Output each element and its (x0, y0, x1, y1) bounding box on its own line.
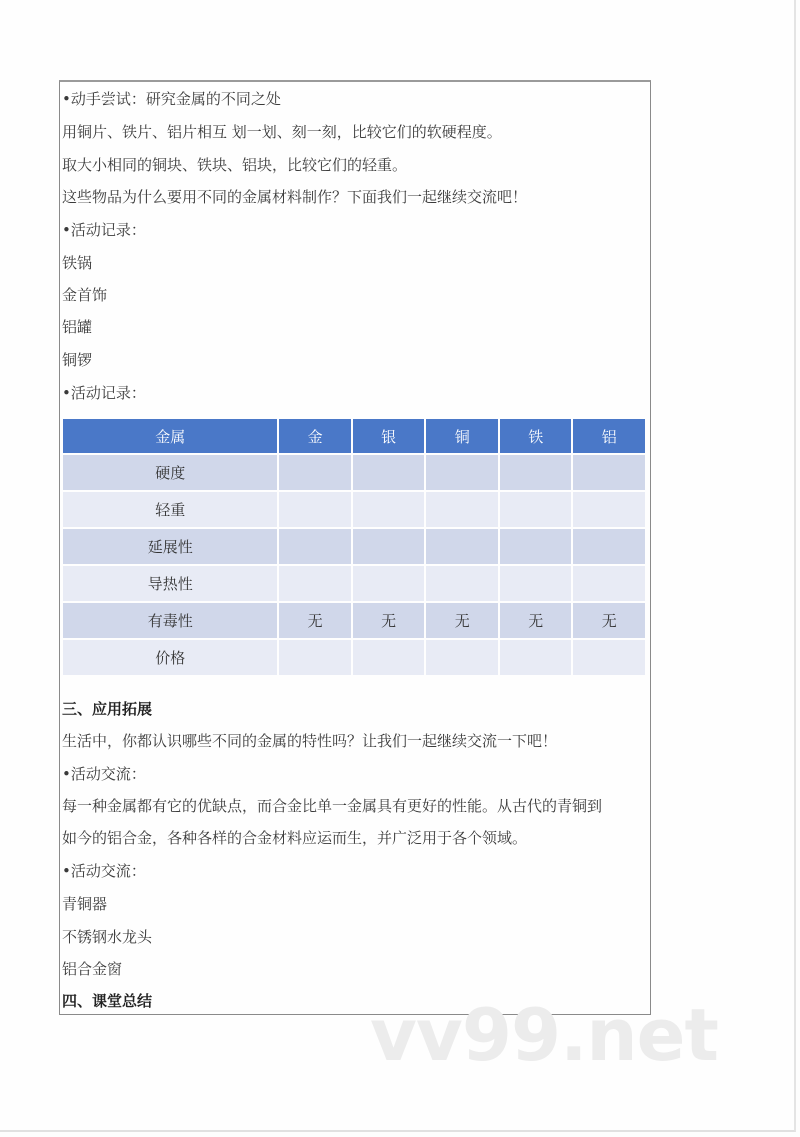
property-cell: 硬度 (63, 455, 277, 490)
try-line-2: 取大小相同的铜块、铁块、铝块，比较它们的轻重。 (62, 156, 408, 174)
section-heading-summary: 四、课堂总结 (62, 992, 153, 1010)
value-cell (573, 640, 645, 675)
record-item: 金首饰 (62, 286, 108, 304)
try-line-1: 用铜片、铁片、铝片相互 划一划、刻一刻，比较它们的软硬程度。 (62, 123, 502, 141)
activity-record-heading-2: •活动记录： (62, 384, 146, 402)
record-item: 铝罐 (62, 318, 93, 336)
value-cell (279, 640, 351, 675)
value-cell (279, 492, 351, 527)
exchange-heading: •活动交流： (62, 765, 146, 783)
try-line-3: 这些物品为什么要用不同的金属材料制作？下面我们一起继续交流吧！ (62, 188, 528, 206)
table-row (63, 566, 645, 601)
exchange-heading-2: •活动交流： (62, 862, 146, 880)
value-cell (353, 640, 425, 675)
table-row (63, 603, 645, 638)
value-cell (500, 566, 572, 601)
value-cell (573, 492, 645, 527)
value-cell (573, 529, 645, 564)
value-cell (353, 566, 425, 601)
value-cell (426, 455, 498, 490)
value-cell (573, 566, 645, 601)
table-row (63, 455, 645, 490)
value-cell (500, 640, 572, 675)
value-cell: 无 (279, 603, 351, 638)
watermark: vv99.net (370, 993, 718, 1077)
property-cell: 轻重 (63, 492, 277, 527)
exchange-item: 铝合金窗 (62, 960, 123, 978)
value-cell: 无 (500, 603, 572, 638)
value-cell (426, 492, 498, 527)
value-cell (353, 529, 425, 564)
value-cell (279, 529, 351, 564)
header-cell: 铜 (426, 419, 498, 453)
header-cell: 金 (279, 419, 351, 453)
property-cell: 有毒性 (63, 603, 277, 638)
exchange-item: 青铜器 (62, 895, 108, 913)
value-cell (500, 455, 572, 490)
value-cell (353, 492, 425, 527)
value-cell (573, 455, 645, 490)
value-cell (279, 566, 351, 601)
metals-properties-table (61, 417, 647, 677)
header-cell: 银 (353, 419, 425, 453)
value-cell (500, 492, 572, 527)
record-item: 铜锣 (62, 351, 93, 369)
activity-record-heading: •活动记录： (62, 221, 146, 239)
value-cell (426, 529, 498, 564)
table-row (63, 529, 645, 564)
value-cell (426, 640, 498, 675)
header-cell: 铁 (500, 419, 572, 453)
apply-paragraph-line-1: 每一种金属都有它的优缺点，而合金比单一金属具有更好的性能。从古代的青铜到 (62, 797, 603, 815)
try-heading: •动手尝试：研究金属的不同之处 (62, 90, 281, 108)
apply-intro: 生活中，你都认识哪些不同的金属的特性吗？让我们一起继续交流一下吧！ (62, 732, 558, 750)
value-cell: 无 (426, 603, 498, 638)
value-cell: 无 (573, 603, 645, 638)
property-cell: 价格 (63, 640, 277, 675)
header-cell: 金属 (63, 419, 277, 453)
lesson-content-box (59, 80, 651, 1015)
table-row (63, 640, 645, 675)
header-cell: 铝 (573, 419, 645, 453)
table-header-row (63, 419, 645, 453)
value-cell (426, 566, 498, 601)
section-heading-apply: 三、应用拓展 (62, 700, 153, 718)
record-item: 铁锅 (62, 254, 93, 272)
table-row (63, 492, 645, 527)
value-cell (353, 455, 425, 490)
value-cell: 无 (353, 603, 425, 638)
property-cell: 延展性 (63, 529, 277, 564)
value-cell (279, 455, 351, 490)
value-cell (500, 529, 572, 564)
property-cell: 导热性 (63, 566, 277, 601)
apply-paragraph-line-2: 如今的铝合金，各种各样的合金材料应运而生，并广泛用于各个领域。 (62, 829, 528, 847)
exchange-item: 不锈钢水龙头 (62, 928, 153, 946)
